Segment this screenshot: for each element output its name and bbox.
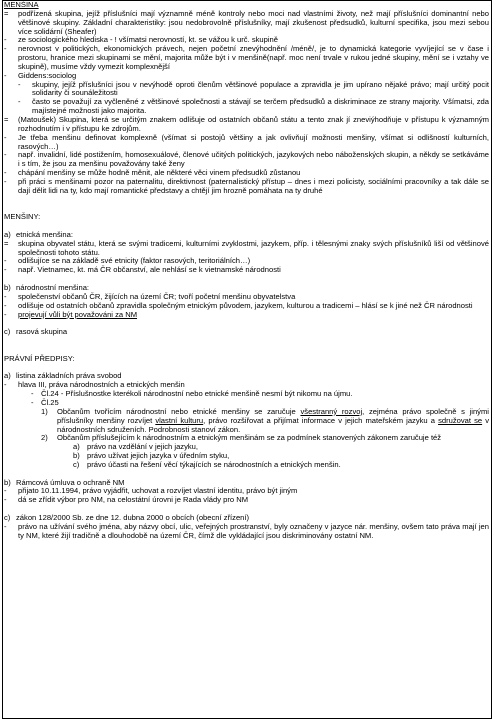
right-item: b) právo užívat jejich jazyka v úředním styku, bbox=[73, 451, 230, 461]
law-heading: c) zákon 128/2000 Sb. ze dne 12. dubna 2000 o obcích (obecní zřízení) bbox=[4, 512, 250, 522]
definition-item: - Giddens:sociolog bbox=[4, 70, 77, 80]
definition-item: - Je třeba menšinu definovat komplexně (všímat si postojů většiny a jak ovlivňují možnosti menšiny, všímat si odlišností kulturních, rasových…) bbox=[4, 132, 489, 151]
article-25-paragraph-2: 2) Občanům příslušejícím k národnostním a etnickým menšinám se za podmínek stanovených zákonem zaručuje též bbox=[41, 433, 442, 443]
article-24: - Čl.24 - Příslušnostke kterékoli národnostní nebo etnické menšině nesmí být nikomu na újmu. bbox=[31, 389, 353, 399]
law-heading: b) Rámcová úmluva o ochraně NM bbox=[4, 477, 125, 487]
kind-item: - projevují vůli být považováni za NM bbox=[4, 309, 138, 319]
giddens-item: - skupiny, jejíž příslušníci jsou v nevýhodě oproti členům většinové populace a zpravidla je jim upírano nějaké právo; mají určitý pocit solidarity či sounáležitosti bbox=[18, 79, 489, 98]
kind-item: - společenství občanů ČR, žijících na území ČR; tvoří početní menšinu obyvatelstva bbox=[4, 291, 296, 301]
definition-item: - např. invalidní, lidé postižením, homosexuálové, členové učitých politických, jazykových nebo náboženských skupin, a někdy se setkáváme i s tím, že jsou za menšinu považovány také ženy bbox=[4, 150, 489, 169]
document bbox=[4, 1, 489, 540]
definition-item: - ze sociologického hlediska - ! všímatsi nerovností, kt. se vážou k urč. skupině bbox=[4, 35, 278, 45]
article-25-paragraph-1: 1) Občanům tvořícím národnostní nebo etnické menšiny se zaručuje všestranný rozvoj, zejména právo společně s jinými příslušníky menšiny rozvíjet vlastní kulturu, právo rozšiřovat a přijímat informace v jejich mateřském jazyku a sdružovat se v národnostních sdruženích. Podrobnosti stanoví zákon. bbox=[41, 406, 489, 434]
section-heading-mensiny: MENŠINY: bbox=[4, 212, 41, 222]
definition-item: - chápání menšiny se může hodně měnit, ale některé věci vinem předsudků zůstanou bbox=[4, 168, 301, 178]
definition-item: = (Matoušek) Skupina, která se určitým znakem odlišuje od ostatních občanů státu a tento znak jí zneviýhodňuje v přístupu k významným rozhodnutím i v přístupu ke zdrojům. bbox=[4, 114, 489, 133]
kind-item: - odlišujíce se na základě své etnicity (faktor rasových, teritoriálních…) bbox=[4, 256, 251, 266]
kind-heading: c) rasová skupina bbox=[4, 327, 68, 337]
kind-item: = skupina obyvatel státu, která se svými tradicemi, kulturními zvyklostmi, jazykem, příp. i tělesnými znaky svých příslušníků liší od většinové společnosti tohoto státu. bbox=[4, 238, 489, 257]
article-25: - Čl.25 bbox=[31, 397, 59, 407]
kind-item: - např. Vietnamec, kt. má ČR občanství, ale nehlásí se k vietnamské národnosti bbox=[4, 265, 281, 275]
section-heading-pravni: PRÁVNÍ PŘEDPISY: bbox=[4, 353, 75, 363]
kind-item: - odlišuje od ostatních občanů zpravidla společným etnickým původem, jazykem, kulturou a tradicemi – hlásí se k jiné než ČR národnosti bbox=[4, 300, 473, 310]
kind-heading: b) národnostní menšina: bbox=[4, 283, 90, 292]
right-item: a) právo na vzdělání v jejich jazyku, bbox=[73, 442, 199, 452]
definition-item: - při práci s menšinami pozor na paternalitu, direktivnost (paternalistický přístup – dnes i mezi policisty, sociálními pracovníky a tak dále se dají dělit lidi na ty, kdo mají romantické představy a chtějí jim hrozně pomáhata na ty druhé bbox=[4, 176, 489, 195]
kind-heading: a) etnická menšina: bbox=[4, 229, 73, 239]
definition-item: - nerovnost v politických, ekonomických právech, nejen početní znevýhodnění /méně/, je to dynamická kategorie vyvíjející se v čase i prostoru, hranice mezi skupinami se mění, majorita může být i v menšině(např. moc není trvale v rukou jedné skupiny, mění se i vztahy ve skupině), musíme vždy vymezit komplexnější bbox=[4, 44, 489, 71]
law-item: - právo na užívání svého jména, aby názvy obcí, ulic, veřejných prostranství, byly označeny v jazyce nár. menšiny, ovšem tato práva mají jen ty NM, které žijí tradičně a dlouhodobě na území ČR, čímž dle vykládající jsou diskriminovány ostatní NM. bbox=[4, 521, 489, 540]
law-item: - dá se zřídit výbor pro NM, na celostátní úrovni je Rada vlády pro NM bbox=[4, 495, 249, 505]
giddens-item: - často se považují za vyčleněné z většinové společnosti a stávají se terčem předsudků a diskriminace ze strany majority. Všímatsi, zda majístejné možnosti jako majorita. bbox=[18, 97, 489, 116]
page-title: MENŠINA bbox=[4, 0, 39, 9]
right-item: c) právo účasti na řešení věcí týkajících se národnostních a etnických menšin. bbox=[73, 459, 341, 469]
law-item: - hlava III, práva národnostních a etnických menšin bbox=[4, 380, 185, 390]
law-heading: a) listina základních práva svobod bbox=[4, 371, 122, 381]
definition-item: = podřízená skupina, jejíž příslušníci mají významně méně kontroly nebo moci nad vlastními životy, než mají příslušníci dominantní nebo většinové skupiny. Základní charakteristiky: jsou nedobrovolně příslušníky, mají zkušenost předsudků, kulturní specifika, jsou mezi sebou více solidární (Sheafer) bbox=[4, 8, 489, 36]
law-item: - přijato 10.11.1994, právo vyjádřit, uchovat a rozvíjet vlastní identitu, právo být jiným bbox=[4, 486, 298, 496]
